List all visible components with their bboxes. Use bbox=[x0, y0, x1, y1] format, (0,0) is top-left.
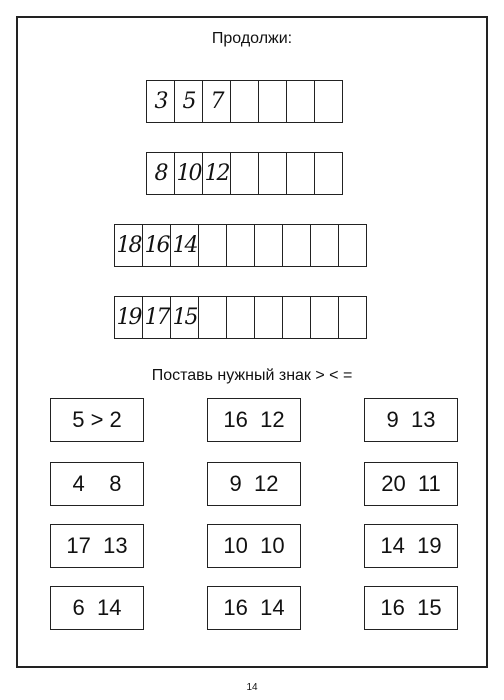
sequence-empty-cell[interactable] bbox=[283, 297, 311, 339]
sequence-empty-cell[interactable] bbox=[227, 297, 255, 339]
sequence-cell: 3 bbox=[147, 81, 175, 123]
sequence-empty-cell[interactable] bbox=[227, 225, 255, 267]
sequence-empty-cell[interactable] bbox=[283, 225, 311, 267]
sequence-empty-cell[interactable] bbox=[199, 297, 227, 339]
sequence-cell: 14 bbox=[171, 225, 199, 267]
compare-heading: Поставь нужный знак > < = bbox=[151, 367, 353, 384]
sequence-cell: 12 bbox=[203, 153, 231, 195]
sequence-cell: 16 bbox=[143, 225, 171, 267]
comparison-box[interactable]: 16 14 bbox=[207, 586, 301, 630]
comparison-box[interactable]: 6 14 bbox=[50, 586, 144, 630]
sequence-cell: 15 bbox=[171, 297, 199, 339]
sequence-row-1 bbox=[146, 80, 343, 123]
sequence-cell: 8 bbox=[147, 153, 175, 195]
sequence-cell: 7 bbox=[203, 81, 231, 123]
comparison-box[interactable]: 14 19 bbox=[364, 524, 458, 568]
sequence-empty-cell[interactable] bbox=[231, 81, 259, 123]
comparison-box[interactable]: 17 13 bbox=[50, 524, 144, 568]
sequence-empty-cell[interactable] bbox=[311, 297, 339, 339]
comparison-box[interactable]: 9 13 bbox=[364, 398, 458, 442]
page-number: 14 bbox=[246, 682, 258, 693]
sequence-empty-cell[interactable] bbox=[259, 81, 287, 123]
sequence-empty-cell[interactable] bbox=[315, 153, 343, 195]
sequence-empty-cell[interactable] bbox=[255, 297, 283, 339]
comparison-box[interactable]: 20 11 bbox=[364, 462, 458, 506]
comparison-box[interactable]: 16 15 bbox=[364, 586, 458, 630]
sequence-empty-cell[interactable] bbox=[287, 153, 315, 195]
sequence-cell: 19 bbox=[115, 297, 143, 339]
sequence-cell: 10 bbox=[175, 153, 203, 195]
sequence-cell: 18 bbox=[115, 225, 143, 267]
comparison-box[interactable]: 10 10 bbox=[207, 524, 301, 568]
comparison-box[interactable]: 5 > 2 bbox=[50, 398, 144, 442]
sequence-cell: 17 bbox=[143, 297, 171, 339]
sequence-row-4 bbox=[114, 296, 367, 339]
sequence-empty-cell[interactable] bbox=[339, 297, 367, 339]
sequence-empty-cell[interactable] bbox=[311, 225, 339, 267]
sequence-empty-cell[interactable] bbox=[315, 81, 343, 123]
sequence-empty-cell[interactable] bbox=[259, 153, 287, 195]
sequence-empty-cell[interactable] bbox=[339, 225, 367, 267]
sequence-empty-cell[interactable] bbox=[287, 81, 315, 123]
sequence-row-3 bbox=[114, 224, 367, 267]
sequence-empty-cell[interactable] bbox=[231, 153, 259, 195]
comparison-box[interactable]: 16 12 bbox=[207, 398, 301, 442]
continue-heading: Продолжи: bbox=[211, 30, 293, 47]
comparison-box[interactable]: 9 12 bbox=[207, 462, 301, 506]
comparison-box[interactable]: 4 8 bbox=[50, 462, 144, 506]
sequence-empty-cell[interactable] bbox=[199, 225, 227, 267]
sequence-empty-cell[interactable] bbox=[255, 225, 283, 267]
sequence-cell: 5 bbox=[175, 81, 203, 123]
sequence-row-2 bbox=[146, 152, 343, 195]
